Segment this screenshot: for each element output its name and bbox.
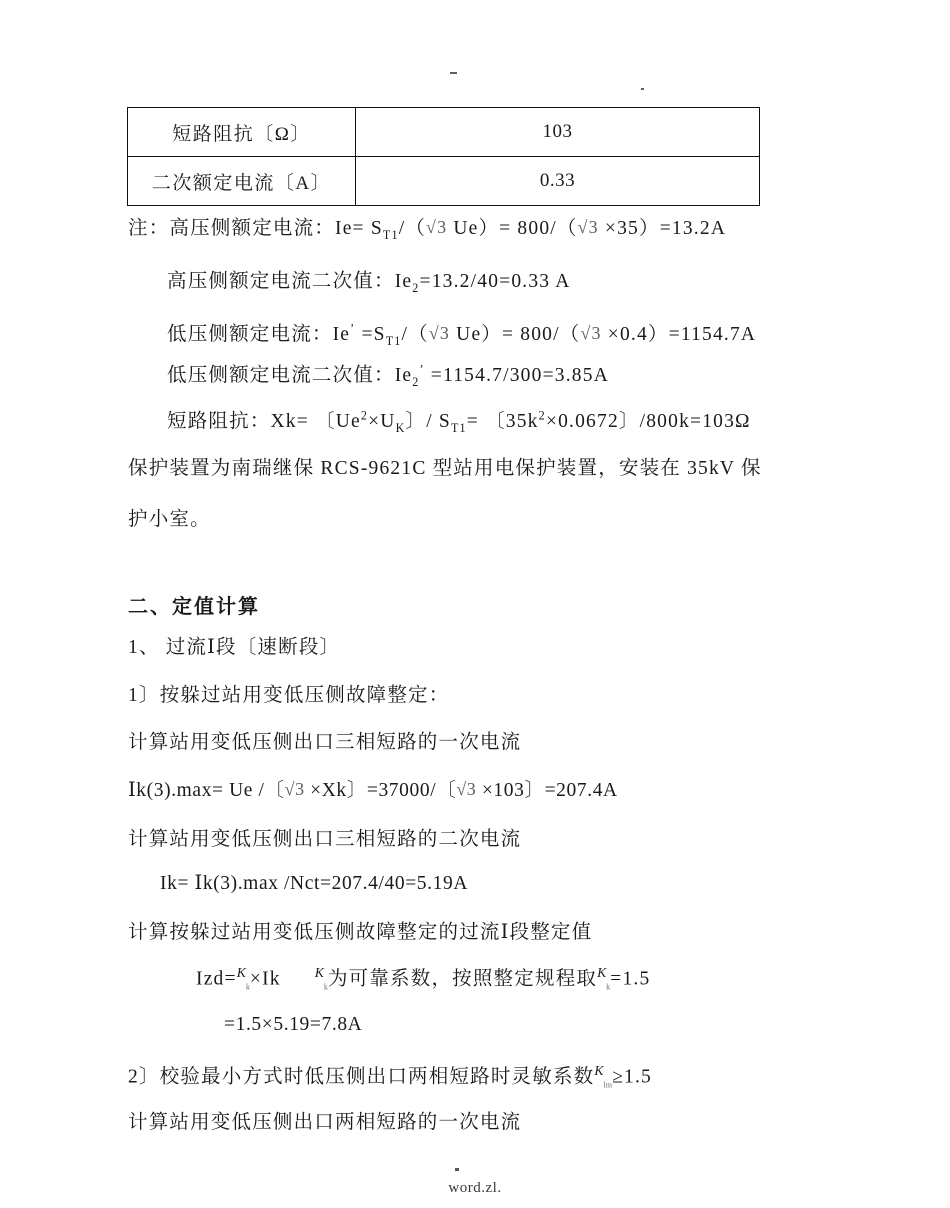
sqrt-three-symbol: √3 — [426, 217, 448, 237]
formula-text: ×Ik — [249, 968, 281, 990]
section-subitem-2 — [128, 1064, 652, 1090]
note-text: 高压侧额定电流二次值：Ie — [167, 271, 413, 292]
formula-text: ×Xk〕=37000/〔 — [304, 780, 457, 801]
reliability-coefficient-subscript: k — [245, 982, 250, 992]
sqrt-three-symbol: √3 — [456, 779, 477, 799]
table-row — [128, 157, 760, 206]
note-subscript: 2 — [412, 280, 420, 295]
note-subscript: 2 — [412, 374, 420, 389]
device-paragraph-line-1: 保护装置为南瑞继保 RCS-9621C 型站用电保护装置，安装在 35kV 保 — [128, 458, 762, 479]
calc-description-4: 计算站用变低压侧出口两相短路的一次电流 — [128, 1112, 522, 1133]
page-footer: word.zl. — [448, 1180, 502, 1196]
note-text: =13.2/40=0.33 A — [419, 271, 571, 292]
table-cell-label: 二次额定电流〔A〕 — [128, 157, 356, 206]
sqrt-three-symbol: √3 — [580, 323, 602, 343]
note-text: 低压侧额定电流二次值：Ie — [167, 365, 413, 386]
note-subscript: T1 — [382, 227, 399, 242]
note-line-lv-rated-current — [167, 321, 757, 348]
note-superscript: 2 — [538, 408, 546, 423]
subitem-text: ≥1.5 — [612, 1066, 652, 1088]
note-text: ×0.0672〕/800k=103Ω — [545, 411, 751, 432]
izd-formula-line — [196, 966, 650, 992]
section-heading: 二、定值计算 — [128, 596, 260, 618]
note-text: 〕/ S — [405, 411, 451, 432]
note-text: =S — [355, 324, 386, 345]
formula-text: Izd= — [196, 968, 237, 990]
device-paragraph-line-2: 护小室。 — [128, 509, 211, 530]
formula-text: 为可靠系数，按照整定规程取 — [327, 968, 598, 990]
note-line-lv-secondary-value — [167, 362, 609, 389]
formula-text: =1.5 — [610, 968, 651, 990]
note-subscript: T1 — [385, 333, 402, 348]
note-text: =1154.7/300=3.85A — [424, 365, 609, 386]
scan-artifact-top-left — [450, 72, 457, 74]
note-text: Ue）= 800/（ — [447, 218, 578, 239]
note-text: /（ — [401, 324, 429, 345]
table-cell-value: 103 — [356, 108, 760, 157]
note-text: 注：高压侧额定电流：Ie= S — [128, 218, 383, 239]
izd-result-line: =1.5×5.19=7.8A — [224, 1014, 363, 1035]
reliability-coefficient-subscript: k — [323, 982, 328, 992]
calc-description-3: 计算按躲过站用变低压侧故障整定的过流Ⅰ段整定值 — [128, 922, 593, 943]
note-line-hv-rated-current — [128, 217, 727, 242]
table-cell-label: 短路阻抗〔Ω〕 — [128, 108, 356, 157]
note-superscript: 2 — [360, 408, 369, 423]
section-item-1: 1、 过流Ⅰ段〔速断段〕 — [128, 637, 341, 658]
calc-description-2: 计算站用变低压侧出口三相短路的二次电流 — [128, 829, 522, 850]
note-text: Ue）= 800/（ — [450, 324, 581, 345]
table-cell-value: 0.33 — [356, 157, 760, 206]
note-text: /（ — [398, 218, 427, 239]
reliability-coefficient-symbol: K — [314, 965, 324, 980]
note-text: ×0.4）=1154.7A — [601, 324, 757, 345]
prime-symbol: ’ — [350, 321, 356, 336]
calc-formula-1 — [128, 781, 618, 801]
table-row — [128, 108, 760, 157]
footer-artifact-dot — [455, 1168, 459, 1171]
note-text: 低压侧额定电流：Ie — [167, 324, 351, 345]
note-text: ×U — [368, 411, 396, 432]
note-text: 短路阻抗：Xk= 〔Ue — [167, 411, 361, 432]
reliability-coefficient-symbol: K — [236, 965, 246, 980]
sqrt-three-symbol: √3 — [577, 217, 599, 237]
calc-formula-2: Ik= Ⅰk(3).max /Nct=207.4/40=5.19A — [160, 873, 468, 894]
sqrt-three-symbol: √3 — [428, 323, 451, 343]
note-subscript: T1 — [450, 420, 467, 435]
note-subscript: K — [395, 420, 406, 435]
reliability-coefficient-symbol: K — [597, 965, 607, 980]
section-subitem-1: 1〕按躲过站用变低压侧故障整定： — [128, 685, 450, 706]
note-text: ×35）=13.2A — [598, 218, 727, 239]
note-line-short-circuit-impedance — [167, 408, 751, 435]
sensitivity-coefficient-symbol: K — [594, 1063, 604, 1078]
note-line-hv-secondary-value — [167, 271, 571, 295]
sqrt-three-symbol: √3 — [284, 779, 305, 799]
formula-text: ×103〕=207.4A — [476, 780, 618, 801]
scan-artifact-top-right — [641, 88, 644, 90]
formula-text: Ⅰk(3).max= Ue /〔 — [128, 780, 285, 801]
calc-description-1: 计算站用变低压侧出口三相短路的一次电流 — [128, 732, 522, 753]
sensitivity-coefficient-subscript: lm — [603, 1080, 613, 1090]
specification-table — [127, 107, 760, 206]
note-text: = 〔35k — [466, 411, 539, 432]
prime-symbol: ’ — [419, 362, 425, 377]
reliability-coefficient-subscript: k — [606, 982, 611, 992]
subitem-text: 2〕校验最小方式时低压侧出口两相短路时灵敏系数 — [128, 1066, 595, 1088]
